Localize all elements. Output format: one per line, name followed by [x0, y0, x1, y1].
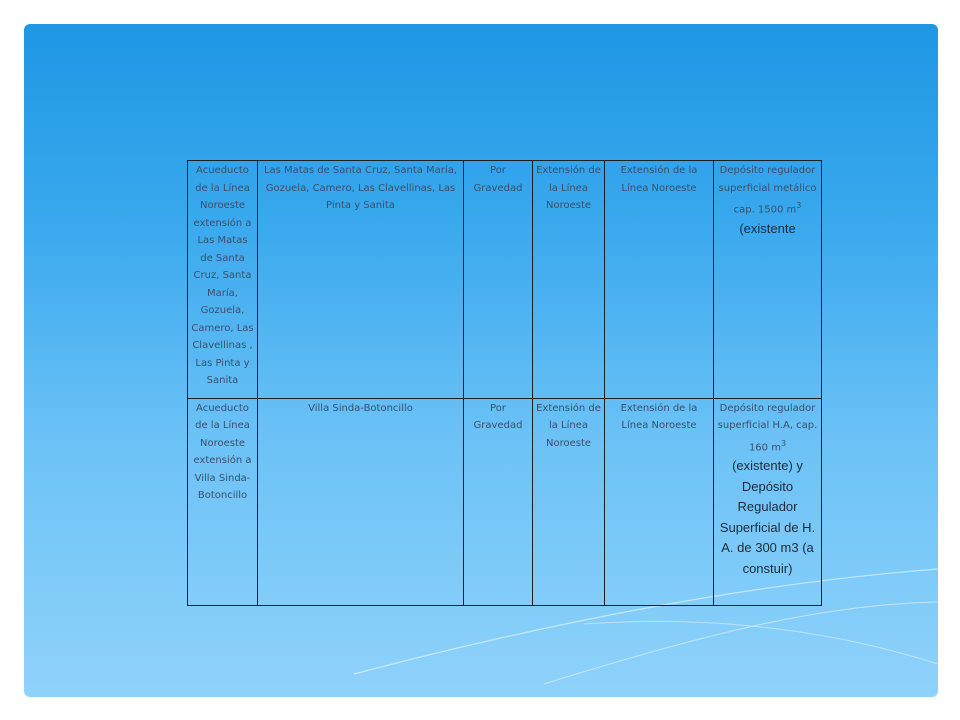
- cell-tipo: Por Gravedad: [464, 161, 533, 399]
- cell-fuente: Extensión de la Línea Noroeste: [533, 161, 605, 399]
- cell-tipo: Por Gravedad: [464, 398, 533, 605]
- deposito-text: Depósito regulador superficial metálico cap. 1500 m: [718, 165, 817, 216]
- cell-comunidades: Las Matas de Santa Cruz, Santa María, Gozuela, Camero, Las Clavellinas, Las Pinta y Sanita: [258, 161, 464, 399]
- cell-captacion: Extensión de la Línea Noroeste: [605, 398, 714, 605]
- cell-obra: Acueducto de la Línea Noroeste extensión a Las Matas de Santa Cruz, Santa María, Gozuela, Camero, Las Clavellinas , Las Pinta y Sanita: [188, 161, 258, 399]
- table-row: [188, 161, 822, 399]
- deposito-text: Depósito regulador superficial H.A, cap. 160 m: [717, 402, 818, 453]
- data-table: [187, 160, 822, 606]
- cell-deposito: [714, 398, 822, 605]
- cell-obra: Acueducto de la Línea Noroeste extensión a Villa Sinda-Botoncillo: [188, 398, 258, 605]
- table-row: [188, 398, 822, 605]
- deposito-status: (existente) y Depósito Regulador Superficial de H. A. de 300 m3 (a constuir): [719, 458, 816, 576]
- slide-background: [24, 24, 938, 697]
- cell-comunidades: Villa Sinda-Botoncillo: [258, 398, 464, 605]
- cell-fuente: Extensión de la Línea Noroeste: [533, 398, 605, 605]
- cell-captacion: Extensión de la Línea Noroeste: [605, 161, 714, 399]
- unit-superscript: 3: [796, 201, 802, 210]
- deposito-status: (existente: [739, 220, 796, 236]
- unit-superscript: 3: [780, 438, 787, 448]
- cell-deposito: [714, 161, 822, 399]
